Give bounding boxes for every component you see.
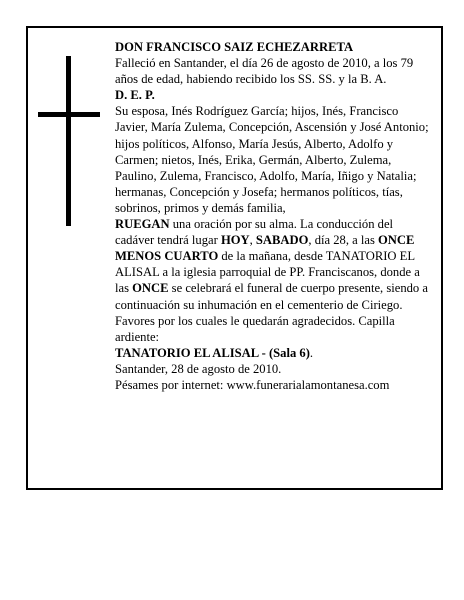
once-word: ONCE [132,281,169,296]
condolences-line: Pésames por internet: www.funerarialamontanesa.com [115,377,390,392]
family-list: Su esposa, Inés Rodríguez García; hijos, Inés, Francisco Javier, María Zulema, Concepción, Ascensión y José Antonio; hijos políticos, Alfonso, María Jesús, Alberto, Adolfo y Carmen; nietos, Inés, Erika, Germán, Alberto, Zulema, Paulino, Zulema, Francisco, Adolfo, María, Iñigo y Natalia; hermanas, Concepción y Josefa; hermanos políticos, tías, sobrinos, primos y demás familia, [115,104,429,215]
cross-vertical-bar [66,56,71,226]
capilla-line [115,345,433,361]
capilla-period: . [309,345,314,360]
funeral-text-3: de la mañana, desde TANATORIO EL ALISAL a la iglesia parroquial de PP. Franciscanos, donde a las [115,249,420,296]
funeral-text-1: una oración por su alma. La conducción del cadáver tendrá lugar [115,217,394,248]
dep-line: D. E. P. [115,88,155,103]
death-announcement: Falleció en Santander, el día 26 de agosto de 2010, a los 79 años de edad, habiendo recibido los SS. SS. y la B. A. [115,56,414,87]
deceased-name: DON FRANCISCO SAIZ ECHEZARRETA [115,40,354,54]
funeral-text-4: se celebrará el funeral de cuerpo presente, siendo a continuación su inhumación en el cementerio de Ciriego. Favores por los cuales le quedarán agradecidos. Capilla ardiente: [115,281,428,344]
funeral-time: ONCE MENOS CUARTO [115,233,415,264]
funeral-comma: , [249,233,256,248]
sabado-word: SABADO [255,233,309,248]
place-date: Santander, 28 de agosto de 2010. [115,361,282,376]
notice-text [115,39,433,393]
funeral-details [115,216,433,345]
funeral-text-2: , día 28, a las [308,233,379,248]
hoy-word: HOY [220,233,250,248]
obituary-notice [26,26,443,490]
capilla-location: TANATORIO EL ALISAL - (Sala 6) [115,345,310,360]
cross-icon [38,56,100,226]
cross-horizontal-bar [38,112,100,117]
ruegan-word: RUEGAN [115,217,170,232]
